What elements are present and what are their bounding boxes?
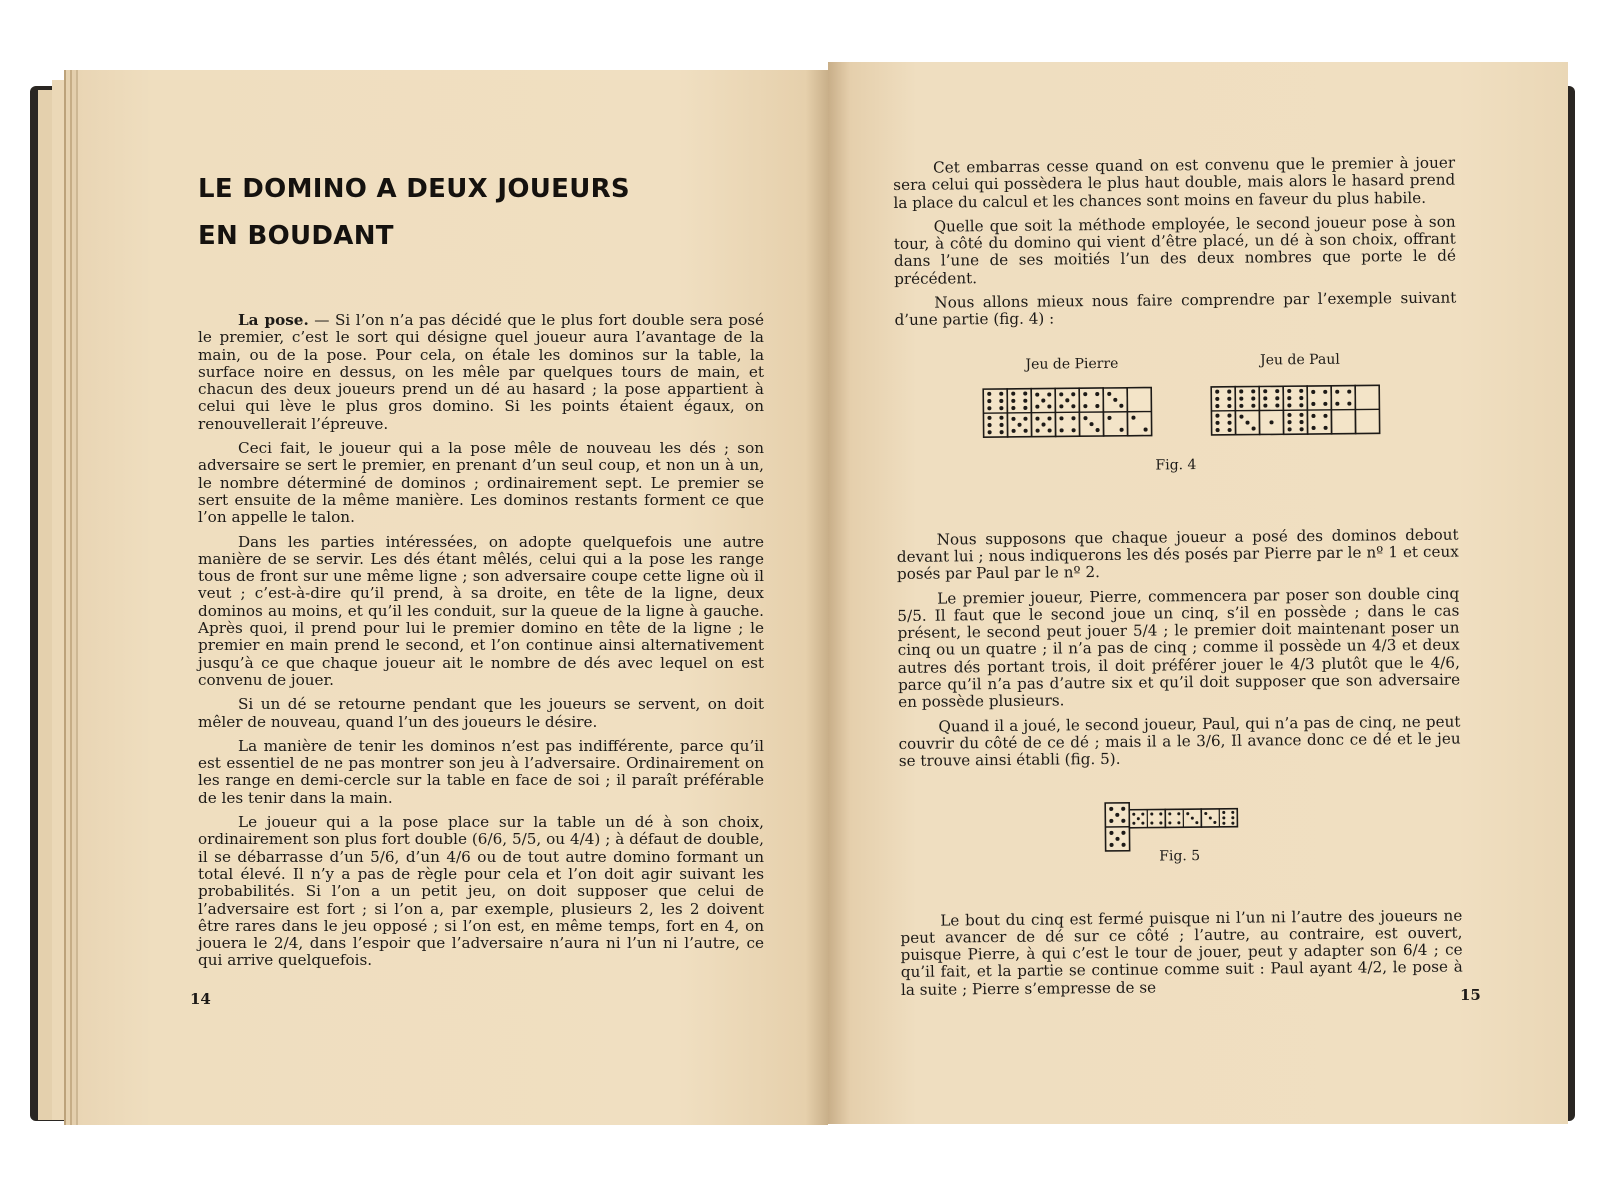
domino-pip	[1227, 420, 1231, 424]
domino-pip	[1150, 812, 1153, 815]
domino-pip	[987, 399, 991, 403]
domino-pip	[1071, 416, 1075, 420]
domino-pip	[1300, 427, 1304, 431]
domino-pip	[1065, 398, 1069, 402]
domino-pip	[1137, 817, 1140, 820]
domino-pip	[1023, 416, 1027, 420]
domino-pip	[1222, 816, 1225, 819]
domino-pip	[1060, 428, 1064, 432]
fig4-caption: Fig. 4	[1155, 456, 1197, 474]
domino-pip	[1239, 414, 1243, 418]
domino-pip	[1227, 396, 1231, 400]
domino-pip	[1312, 426, 1316, 430]
domino-pip	[1311, 390, 1315, 394]
domino-pip	[1287, 396, 1291, 400]
domino-pip	[1204, 812, 1207, 815]
domino-pip	[1011, 416, 1015, 420]
left-page	[78, 70, 828, 1125]
domino-pip	[1041, 422, 1045, 426]
domino-pip	[987, 423, 991, 427]
paragraph-la-pose	[198, 312, 764, 433]
domino-pip	[999, 423, 1003, 427]
domino-pip	[1159, 812, 1162, 815]
domino-pip	[1287, 389, 1291, 393]
domino-pip	[1323, 401, 1327, 405]
domino-pip	[1121, 818, 1125, 822]
domino-pip	[1251, 403, 1255, 407]
domino-pip	[1072, 428, 1076, 432]
paragraph: Si un dé se retourne pendant que les joueurs se servent, on doit mêler de nouveau, quand l’un des joueurs le désire.	[198, 695, 764, 731]
domino-pip	[1287, 403, 1291, 407]
domino-pip	[1251, 396, 1255, 400]
domino-pip	[1047, 392, 1051, 396]
domino-pip	[1177, 821, 1180, 824]
domino-pip	[1323, 389, 1327, 393]
fig4-diagram	[895, 376, 1456, 451]
page-number-right: 15	[1460, 986, 1481, 1004]
figure-4	[895, 346, 1458, 501]
fig4-label-paul: Jeu de Paul	[1260, 351, 1340, 369]
domino-pip	[1227, 413, 1231, 417]
domino-pip	[1324, 425, 1328, 429]
domino-pip	[1141, 812, 1144, 815]
domino-pip	[1059, 404, 1063, 408]
domino-pip	[1228, 428, 1232, 432]
domino-pip	[1275, 396, 1279, 400]
domino-pip	[1024, 428, 1028, 432]
paragraph: Dans les parties intéressées, on adopte quelquefois une autre manière de se servir. Les dés étant mêlés, celui qui a la pose les range tous de front sur une même ligne ; son adversaire coupe cette ligne où il veut ; c’est-à-dire qu’il prend, à sa droite, en tête de la ligne, deux dominos au moins, et qu’il les conduit, sur la queue de la ligne à gauche. Après quoi, il prend pour lui le premier domino en tête de la ligne ; le premier en main prend le second, et l’on continue ainsi alternativement jusqu’à ce que chaque joueur ait le nombre de dés avec lequel on est convenu de jouer.	[198, 532, 764, 689]
domino-pip	[1222, 810, 1225, 813]
domino-pip	[1035, 392, 1039, 396]
paragraph: Ceci fait, le joueur qui a la pose mêle de nouveau les dés ; son adversaire se sert le premier, en prenant d’un seul coup, et non un à un, le nombre déterminé de dominos ; ordinairement sept. Le premier se sert ensuite de la même manière. Les dominos restants forment ce que l’on appelle le talon.	[198, 439, 764, 527]
domino-pip	[1047, 416, 1051, 420]
domino-pip	[1222, 821, 1225, 824]
domino-pip	[1035, 404, 1039, 408]
domino-pip	[1251, 389, 1255, 393]
paragraph: Le joueur qui a la pose place sur la table un dé à son choix, ordinairement son plus fort double (6/6, 5/5, ou 4/4) ; à défaut de double, il se débarrasse d’un 5/6, d’un 4/6 ou de tout autre domino formant un total élevé. Il n’y a pas de règle pour cela et l’on doit agir suivant les probabilités. Si l’on a un petit jeu, on doit supposer que celui de l’adversaire est fort ; si l’on a, par exemple, plusieurs 2, les 2 doivent être rares dans le jeu opposé ; si l’on est, en même temps, fort en 4, on jouera le 2/4, dans l’espoir que l’adversaire n’aura ni l’un ni l’autre, ce qui arrive quelquefois.	[198, 813, 764, 970]
domino-pip	[1109, 830, 1113, 834]
paragraph: Le premier joueur, Pierre, commencera par poser son double cinq 5/5. Il faut que le second joue un cinq, s’il en possède ; dans le cas présent, le second peut jouer 5/4 ; le premier doit maintenant poser un cinq ou un quatre ; il n’a pas de cinq ; comme il possède un 4/3 et deux autres dés portant trois, il doit préférer jouer le 4/3 plutôt que le 4/6, parce qu’il n’a pas d’autre six et qu’il doit supposer que son adversaire en possède plusieurs.	[897, 584, 1461, 712]
domino-pip	[1131, 415, 1135, 419]
domino-pip	[1213, 820, 1216, 823]
domino-pip	[1150, 821, 1153, 824]
domino-pip	[1215, 404, 1219, 408]
domino-pip	[1017, 422, 1021, 426]
paragraph-lead: La pose.	[238, 311, 309, 329]
domino-pip	[1287, 420, 1291, 424]
domino-pip	[1083, 416, 1087, 420]
domino-pip	[1071, 392, 1075, 396]
domino-pip	[1299, 413, 1303, 417]
domino-pip	[1287, 413, 1291, 417]
paragraph: La manière de tenir les dominos n’est pas indifférente, parce qu’il est essentiel de ne pas montrer son jeu à l’adversaire. Ordinairement on les range en demi-cercle sur la table en face de soi ; il paraît préférable de les tenir dans la main.	[198, 736, 764, 807]
domino-pip	[1288, 427, 1292, 431]
domino-pip	[1011, 398, 1015, 402]
domino-pip	[1215, 413, 1219, 417]
domino-pip	[1109, 818, 1113, 822]
domino-pip	[1144, 427, 1148, 431]
fig4-label-pierre: Jeu de Pierre	[1025, 355, 1119, 373]
domino-pip	[1245, 420, 1249, 424]
domino-pip	[1096, 428, 1100, 432]
domino-pip	[1231, 821, 1234, 824]
domino-pip	[1119, 403, 1123, 407]
right-page-content	[893, 155, 1463, 999]
domino-pip	[1122, 842, 1126, 846]
domino-pip	[1299, 396, 1303, 400]
domino-pip	[1132, 821, 1135, 824]
domino-pip	[1227, 404, 1231, 408]
domino-pip	[1115, 836, 1119, 840]
figure-5	[899, 793, 1462, 898]
domino-pip	[1071, 404, 1075, 408]
domino-pip	[1215, 389, 1219, 393]
domino-pip	[1347, 389, 1351, 393]
domino-pip	[1263, 389, 1267, 393]
domino-pip	[1083, 392, 1087, 396]
domino-pip	[1168, 821, 1171, 824]
domino-pip	[988, 430, 992, 434]
domino-pip	[1107, 416, 1111, 420]
domino-pip	[1036, 428, 1040, 432]
paragraph-text: — Si l’on n’a pas décidé que le plus fort double sera posé le premier, c’est le sort qui désigne quel joueur aura l’avantage de la main, ou de la pose. Pour cela, on étale les dominos sur la table, la surface noire en dessus, on les mêle par quelques tours de main, et chacun des deux joueurs prend un dé au hasard ; la pose appartient à celui qui lève le plus gros domino. Si les points étaient égaux, on renouvellerait l’épreuve.	[198, 311, 765, 433]
domino-pip	[1059, 416, 1063, 420]
domino-pip	[1059, 392, 1063, 396]
domino-pip	[1299, 389, 1303, 393]
domino-pip	[1011, 406, 1015, 410]
domino-pip	[1000, 430, 1004, 434]
domino-pip	[1347, 401, 1351, 405]
domino-pip	[1011, 391, 1015, 395]
paragraph: Nous allons mieux nous faire comprendre par l’exemple suivant d’une partie (fig. 4) :	[894, 288, 1457, 330]
domino-pip	[1323, 413, 1327, 417]
domino-pip	[1231, 816, 1234, 819]
domino-pip	[1177, 812, 1180, 815]
domino-pip	[1132, 812, 1135, 815]
domino-pip	[1023, 398, 1027, 402]
domino-pip	[1216, 428, 1220, 432]
domino-pip	[1115, 812, 1119, 816]
domino-pip	[987, 391, 991, 395]
domino-pip	[1012, 428, 1016, 432]
domino-pip	[1121, 830, 1125, 834]
paragraph: Nous supposons que chaque joueur a posé des dominos debout devant lui ; nous indiquerons les dés posés par Pierre par le nº 1 et ceux posés par Paul par le nº 2.	[896, 525, 1459, 584]
domino-pip	[1047, 404, 1051, 408]
domino-pip	[1095, 392, 1099, 396]
domino-pip	[1215, 421, 1219, 425]
domino-pip	[1120, 427, 1124, 431]
domino-pip	[1089, 422, 1093, 426]
chapter-title-line-2: EN BOUDANT	[198, 221, 394, 251]
domino-pip	[1269, 420, 1273, 424]
domino-pip	[1141, 821, 1144, 824]
paragraph: Cet embarras cesse quand on est convenu que le premier à jouer sera celui qui possèdera le plus haut double, mais alors le hasard prend la place du calcul et les chances sont moins en faveur du plus habile.	[893, 153, 1456, 212]
domino-pip	[1252, 426, 1256, 430]
domino-pip	[1095, 404, 1099, 408]
domino-pip	[1041, 398, 1045, 402]
domino-pip	[1299, 403, 1303, 407]
page-number-left: 14	[190, 990, 211, 1008]
domino-pip	[1186, 812, 1189, 815]
domino-pip	[1311, 414, 1315, 418]
domino-pip	[987, 406, 991, 410]
paragraph: Le bout du cinq est fermé puisque ni l’un ni l’autre des joueurs ne peut avancer de dé sur ce côté ; l’autre, au contraire, est ouvert, puisque Pierre, à qui c’est le tour de jouer, peut y adapter son 6/4 ; ce qu’il fait, et la partie se continue comme suit : Paul ayant 4/2, le pose à la suite ; Pierre s’empresse de se	[900, 906, 1463, 999]
domino-pip	[1209, 816, 1212, 819]
domino-pip	[1215, 397, 1219, 401]
domino-pip	[1239, 396, 1243, 400]
domino-pip	[1035, 416, 1039, 420]
domino-pip	[1109, 806, 1113, 810]
domino-pip	[1263, 396, 1267, 400]
domino-pip	[1107, 392, 1111, 396]
domino-pip	[1335, 401, 1339, 405]
domino-pip	[1275, 403, 1279, 407]
domino-pip	[1113, 397, 1117, 401]
domino-pip	[1311, 402, 1315, 406]
domino-pip	[1275, 389, 1279, 393]
left-page-content	[198, 166, 764, 970]
domino-pip	[1335, 389, 1339, 393]
domino-pip	[1168, 812, 1171, 815]
domino-pip	[1048, 428, 1052, 432]
domino-pip	[1263, 403, 1267, 407]
domino-pip	[1023, 406, 1027, 410]
fig5-caption: Fig. 5	[1159, 847, 1201, 865]
paragraph: Quelle que soit la méthode employée, le second joueur pose à son tour, à côté du domino qui vient d’être placé, un dé à son choix, offrant dans l’une de ses moitiés l’un des deux nombres que porte le dé précédent.	[893, 212, 1457, 288]
domino-pip	[1191, 816, 1194, 819]
domino-pip	[1110, 842, 1114, 846]
chapter-title-line-1: LE DOMINO A DEUX JOUEURS	[198, 174, 630, 204]
domino-pip	[1083, 404, 1087, 408]
right-page	[828, 62, 1568, 1124]
domino-pip	[1159, 821, 1162, 824]
domino-pip	[1195, 821, 1198, 824]
domino-pip	[999, 415, 1003, 419]
domino-pip	[1299, 420, 1303, 424]
domino-pip	[1023, 391, 1027, 395]
domino-pip	[999, 406, 1003, 410]
domino-pip	[999, 391, 1003, 395]
paragraph: Quand il a joué, le second joueur, Paul, qui n’a pas de cinq, ne peut couvrir du côté de ce dé ; mais il a le 3/6, Il avance donc ce dé et le jeu se trouve ainsi établi (fig. 5).	[898, 712, 1461, 771]
domino-pip	[987, 415, 991, 419]
domino-pip	[1227, 389, 1231, 393]
domino-pip	[999, 399, 1003, 403]
domino-pip	[1239, 403, 1243, 407]
domino-pip	[1231, 810, 1234, 813]
domino-pip	[1121, 806, 1125, 810]
domino-pip	[1239, 389, 1243, 393]
